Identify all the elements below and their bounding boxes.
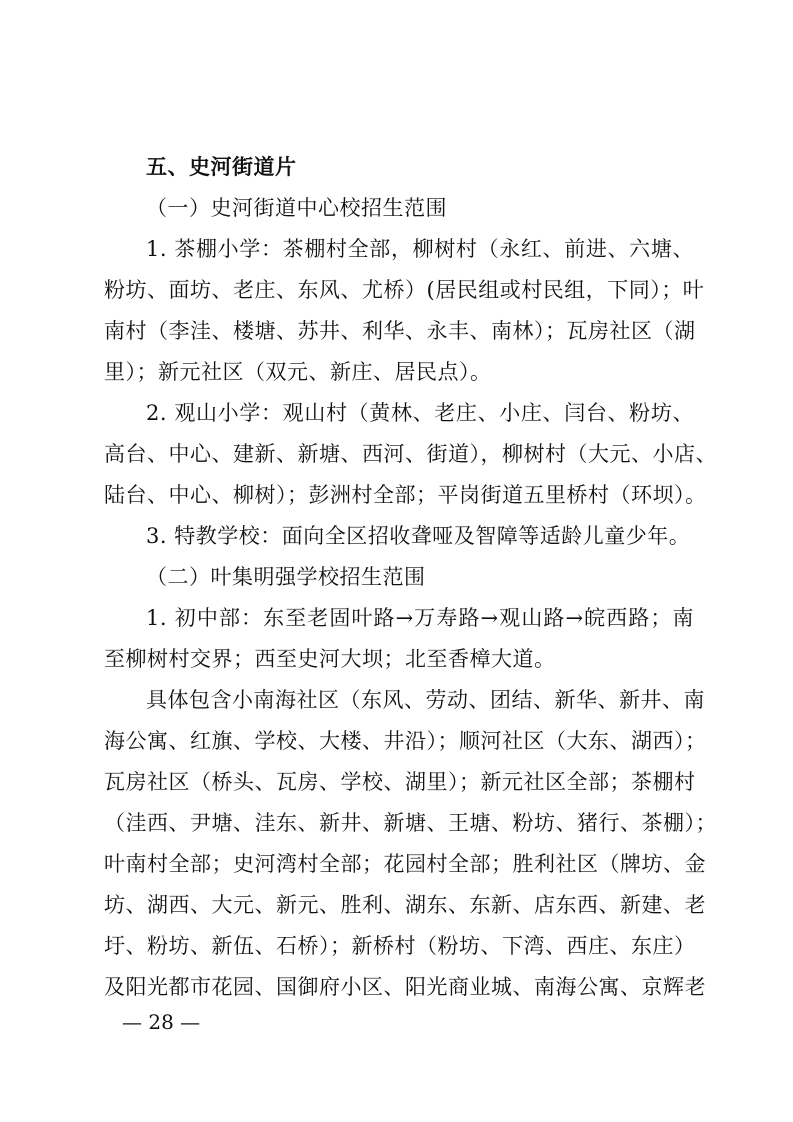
- subsection-heading-2: （二）叶集明强学校招生范围: [146, 565, 426, 589]
- paragraph-line: 粉坊、面坊、老庄、东风、尤桥）(居民组或村民组，下同）；叶: [104, 278, 705, 302]
- paragraph-line: 高台、中心、建新、新塘、西河、街道），柳树村（大元、小店、: [104, 442, 717, 466]
- page-number: — 28 —: [122, 1010, 201, 1034]
- paragraph-line: 瓦房社区（桥头、瓦房、学校、湖里）；新元社区全部；茶棚村: [104, 770, 696, 794]
- paragraph-line: 里）；新元社区（双元、新庄、居民点）。: [104, 360, 492, 384]
- paragraph-line: 南村（李洼、楼塘、苏井、利华、永丰、南林）；瓦房社区（湖: [104, 319, 696, 343]
- paragraph-line: 至柳树村交界；西至史河大坝；北至香樟大道。: [104, 647, 556, 671]
- paragraph-line: 坊、湖西、大元、新元、胜利、湖东、东新、店东西、新建、老: [104, 893, 706, 917]
- paragraph-line: 海公寓、红旗、学校、大楼、井沿）；顺河社区（大东、湖西）；: [104, 729, 707, 753]
- paragraph-line: 2. 观山小学：观山村（黄林、老庄、小庄、闫台、粉坊、: [146, 401, 694, 425]
- paragraph-line: （洼西、尹塘、洼东、新井、新塘、王塘、粉坊、猪行、茶棚）；: [104, 811, 717, 835]
- section-heading: 五、史河街道片: [146, 155, 297, 179]
- paragraph-line: 及阳光都市花园、国御府小区、阳光商业城、南海公寓、京辉老: [104, 975, 706, 999]
- paragraph-line: 圩、粉坊、新伍、石桥）；新桥村（粉坊、下湾、西庄、东庄）: [104, 934, 696, 958]
- paragraph-line: 叶南村全部；史河湾村全部；花园村全部；胜利社区（牌坊、金: [104, 852, 706, 876]
- paragraph-line: 1. 茶棚小学：茶棚村全部，柳树村（永红、前进、六塘、: [146, 237, 694, 261]
- subsection-heading-1: （一）史河街道中心校招生范围: [146, 196, 447, 220]
- paragraph-line: 3. 特教学校：面向全区招收聋哑及智障等适龄儿童少年。: [146, 524, 691, 548]
- paragraph-line: 具体包含小南海社区（东风、劳动、团结、新华、新井、南: [146, 688, 705, 712]
- paragraph-line: 1. 初中部：东至老固叶路→万寿路→观山路→皖西路；南: [146, 606, 694, 630]
- paragraph-line: 陆台、中心、柳树）；彭洲村全部；平岗街道五里桥村（环坝）。: [104, 483, 707, 507]
